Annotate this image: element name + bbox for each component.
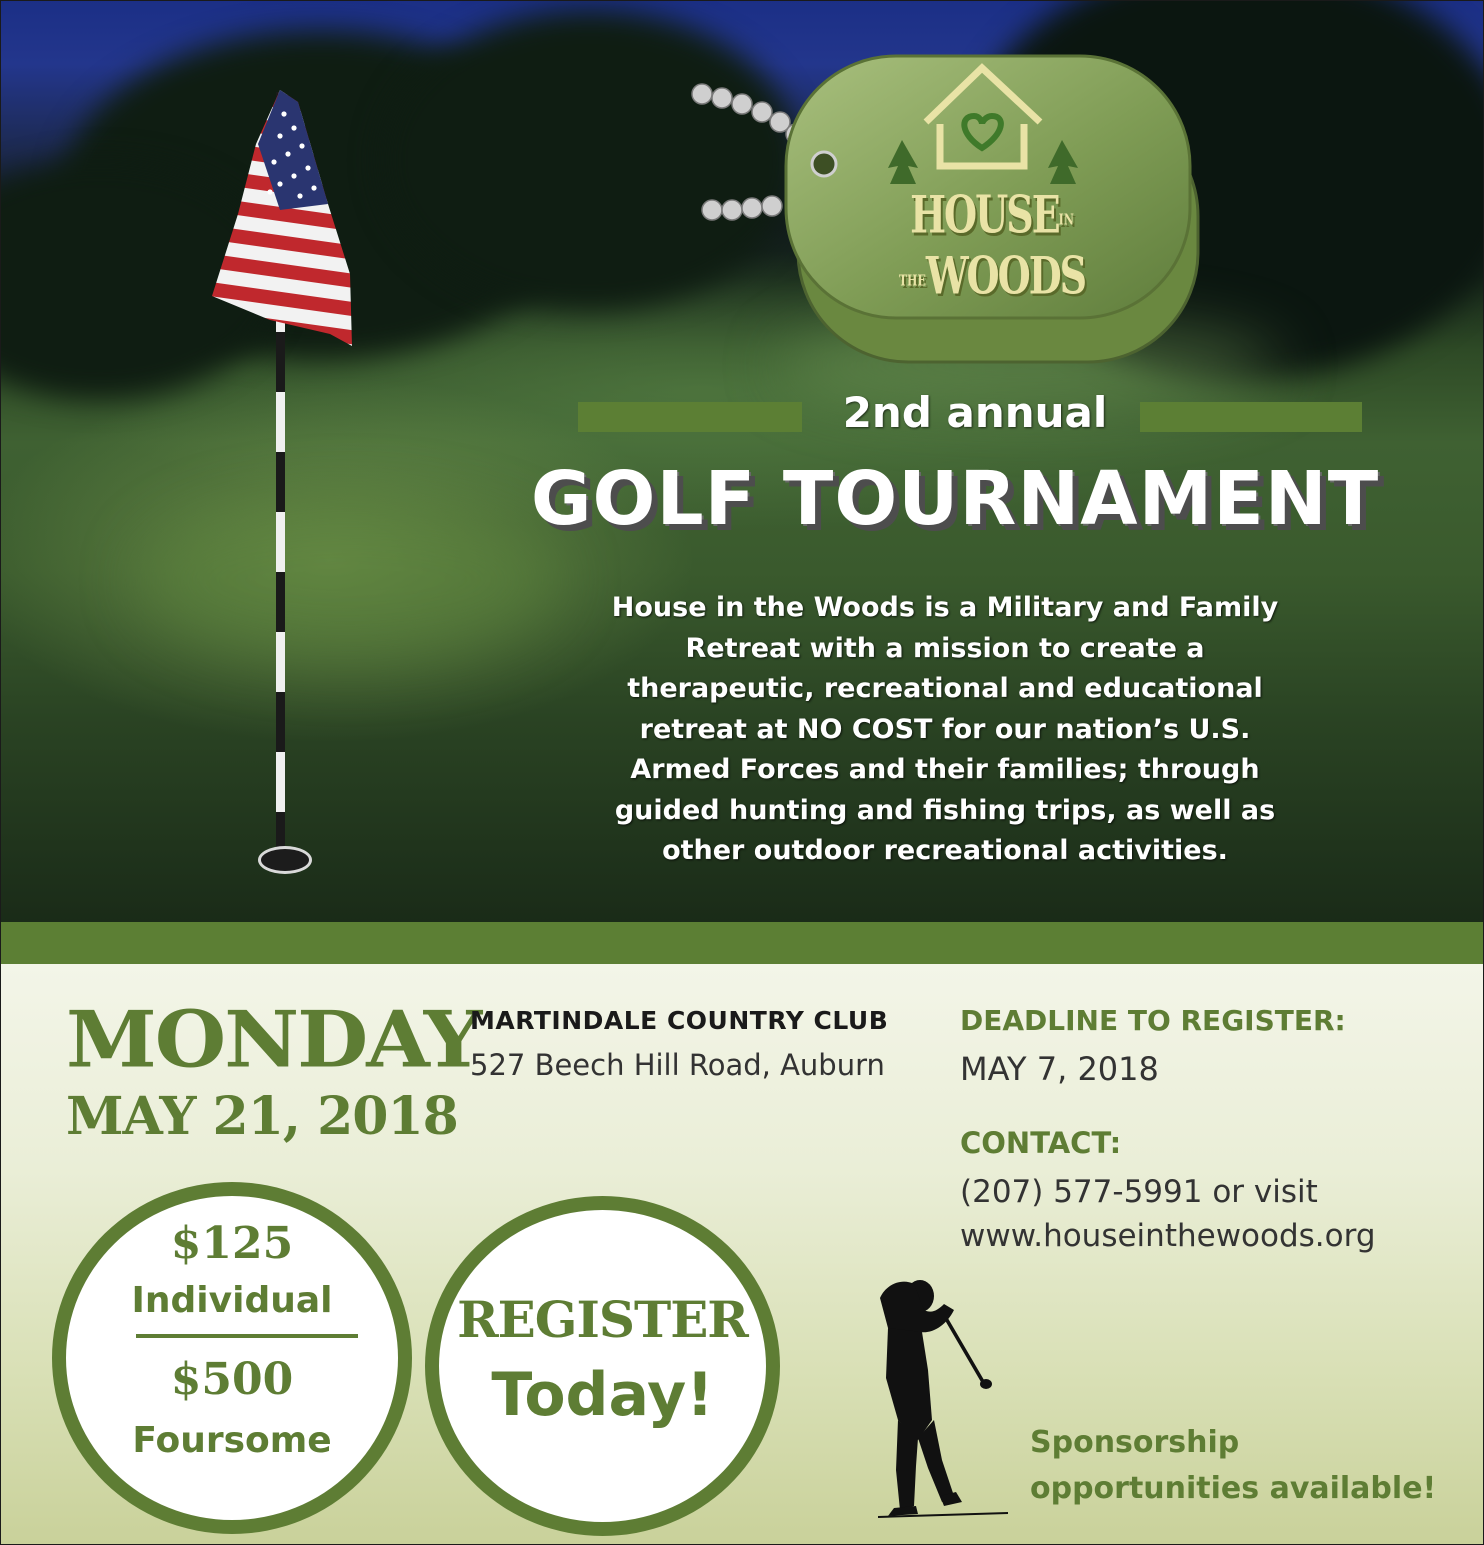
event-date: MAY 21, 2018 [66,1086,458,1147]
deadline-date: MAY 7, 2018 [960,1050,1159,1088]
mission-line: guided hunting and fishing trips, as well as [614,794,1276,826]
event-day: MONDAY [66,994,481,1086]
individual-price: $125 [170,1218,294,1269]
venue-name: MARTINDALE COUNTRY CLUB [470,1006,889,1035]
golf-cup [258,846,312,874]
mission-statement [590,588,1300,872]
register-button[interactable] [425,1196,780,1536]
divider-band [0,922,1484,964]
logo-word-house: HOUSE [910,184,1059,245]
sponsorship-line: opportunities available! [1030,1471,1437,1506]
price-divider [136,1334,358,1338]
sponsorship-note [1030,1420,1436,1512]
annual-bar-left [578,402,802,432]
american-flag-icon [210,84,360,354]
annual-label: 2nd annual [842,388,1108,437]
venue-address: 527 Beech Hill Road, Auburn [470,1048,885,1082]
logo-word-woods: WOODS [925,244,1086,306]
mission-line: Retreat with a mission to create a [685,632,1205,664]
price-circle [52,1182,412,1534]
logo-wordmark [842,184,1142,306]
contact-label: CONTACT: [960,1126,1122,1160]
individual-label: Individual [131,1280,333,1321]
page-title: GOLF TOURNAMENT [530,456,1380,542]
mission-line: Armed Forces and their families; through [630,754,1260,785]
register-today-label: Today! [491,1360,714,1430]
logo-word-in-the: IN THE [898,211,1074,290]
deadline-label: DEADLINE TO REGISTER: [960,1004,1346,1037]
mission-line: retreat at NO COST for our nation’s U.S. [639,713,1251,745]
mission-line: other outdoor recreational activities. [662,835,1228,866]
contact-website-link[interactable]: www.houseinthewoods.org [960,1218,1376,1254]
foursome-price: $500 [170,1354,294,1405]
foursome-label: Foursome [132,1420,332,1461]
contact-phone: (207) 577-5991 or visit [960,1174,1318,1210]
annual-bar-right [1140,402,1362,432]
mission-line: therapeutic, recreational and educational [627,673,1263,704]
register-label: REGISTER [457,1290,748,1349]
mission-line: House in the Woods is a Military and Family [611,592,1279,623]
sponsorship-line: Sponsorship [1030,1425,1240,1460]
golfer-silhouette-icon [858,1270,1008,1520]
